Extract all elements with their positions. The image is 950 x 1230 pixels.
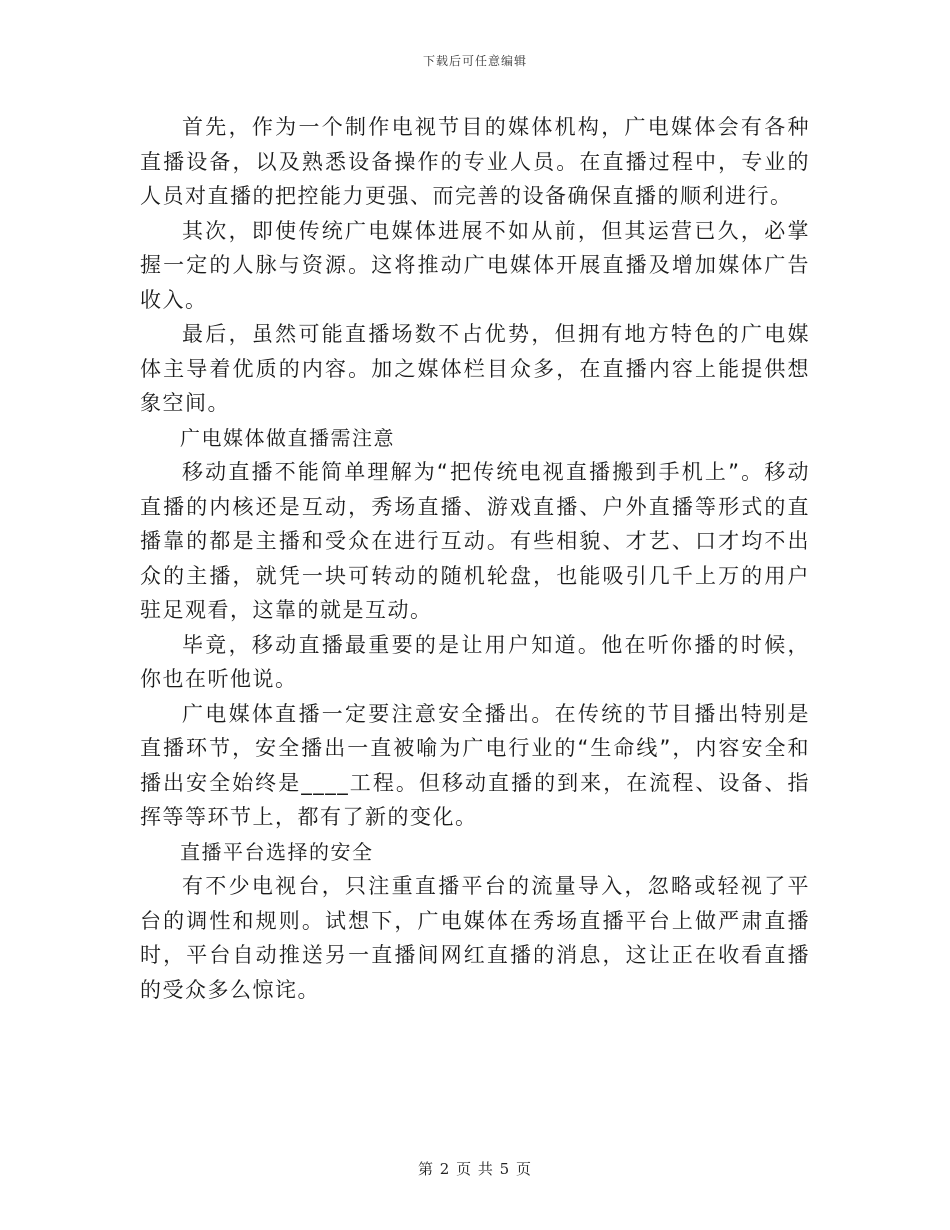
paragraph-finally: 最后，虽然可能直播场数不占优势，但拥有地方特色的广电媒体主导着优质的内容。加之媒体栏目众多，在直播内容上能提供想象空间。 bbox=[140, 322, 810, 415]
paragraph-platform: 有不少电视台，只注重直播平台的流量导入，忽略或轻视了平台的调性和规则。试想下，广电媒体在秀场直播平台上做严肃直播时，平台自动推送另一直播间网红直播的消息，这让正在收看直播的受众多么惊诧。 bbox=[140, 874, 810, 1002]
section-heading-platform-safety: 直播平台选择的安全 bbox=[180, 839, 374, 864]
page-number-footer: 第 2 页 共 5 页 bbox=[418, 1160, 532, 1178]
paragraph-second: 其次，即使传统广电媒体进展不如从前，但其运营已久，必掌握一定的人脉与资源。这将推动广电媒体开展直播及增加媒体广告收入。 bbox=[140, 218, 810, 312]
section-heading-notes: 广电媒体做直播需注意 bbox=[180, 425, 395, 450]
paragraph-first: 首先，作为一个制作电视节目的媒体机构，广电媒体会有各种直播设备，以及熟悉设备操作的专业人员。在直播过程中，专业的人员对直播的把控能力更强、而完善的设备确保直播的顺利进行。 bbox=[140, 115, 810, 208]
page-header: 下载后可任意编辑 bbox=[422, 54, 527, 68]
paragraph-mobile-live: 移动直播不能简单理解为“把传统电视直播搬到手机上”。移动直播的内核还是互动，秀场直播、游戏直播、户外直播等形式的直播靠的都是主播和受众在进行互动。有些相貌、才艺、口才均不出众的主播，就凭一块可转动的随机轮盘，也能吸引几千上万的用户驻足观看，这靠的就是互动。 bbox=[140, 460, 810, 622]
paragraph-after-all: 毕竟，移动直播最重要的是让用户知道。他在听你播的时候，你也在听他说。 bbox=[140, 632, 810, 691]
paragraph-safe-broadcast: 广电媒体直播一定要注意安全播出。在传统的节目播出特别是直播环节，安全播出一直被喻为广电行业的“生命线”，内容安全和播出安全始终是____工程。但移动直播的到来，在流程、设备、指挥等等环节上，都有了新的变化。 bbox=[140, 701, 810, 829]
document-body bbox=[140, 110, 810, 1007]
